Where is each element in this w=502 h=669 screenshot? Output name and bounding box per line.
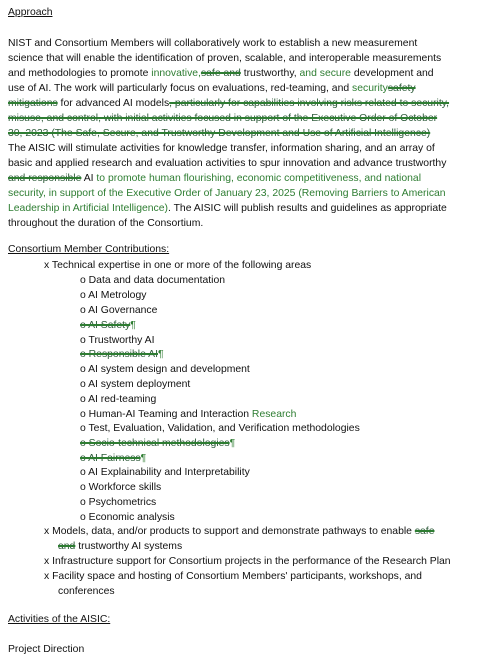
- approach-line-7: 30, 2023 (The Safe, Secure, and Trustworthy Development and Use of Artificial Intelligence): [8, 128, 431, 139]
- bullet-infrastructure: x Infrastructure support for Consortium projects in the performance of the Research Plan: [44, 556, 451, 567]
- approach-line-6: misuse, and control, with initial activities focused in support of the Executive Order of October: [8, 113, 438, 124]
- bullet-models-data-cont: and trustworthy AI systems: [58, 541, 183, 552]
- heading-project-direction: Project Direction: [8, 644, 85, 655]
- insertion: and secure: [299, 68, 351, 79]
- bullet-facility-cont: conferences: [58, 586, 115, 597]
- pilcrow-mark: ¶: [229, 438, 236, 449]
- approach-line-10: and responsible AI to promote human flourishing, economic competitiveness, and national: [8, 173, 422, 184]
- approach-line-5: mitigations for advanced AI models, particularly for capabilities involving risks related to security,: [8, 98, 450, 109]
- insertion: Leadership in Artificial Intelligence): [8, 203, 168, 214]
- list-item: o AI Metrology: [80, 290, 147, 301]
- deletion: , particularly for capabilities involving risks related to security,: [169, 98, 450, 109]
- list-item: o AI Governance: [80, 305, 158, 316]
- approach-line-13: throughout the duration of the Consortium.: [8, 218, 204, 229]
- list-item: o AI system design and development: [80, 364, 250, 375]
- bullet-facility: x Facility space and hosting of Consortium Members' participants, workshops, and: [44, 571, 422, 582]
- bullet-technical-expertise: x Technical expertise in one or more of the following areas: [44, 260, 312, 271]
- insertion: security: [352, 83, 388, 94]
- deletion: safety: [387, 83, 416, 94]
- bullet-models-data: x Models, data, and/or products to support and demonstrate pathways to enable safe: [44, 526, 435, 537]
- list-item: [80, 452, 146, 465]
- insertion: Research: [249, 409, 297, 420]
- approach-line-12: Leadership in Artificial Intelligence). The AISIC will publish results and guidelines as appropriate: [8, 203, 447, 214]
- approach-line-11: security, in support of the Executive Order of January 23, 2025 (Removing Barriers to American: [8, 188, 446, 199]
- list-item: o Data and data documentation: [80, 275, 225, 286]
- deletion: safe: [414, 526, 435, 537]
- insertion: innovative,: [151, 68, 201, 79]
- pilcrow-mark: ¶: [157, 349, 164, 360]
- deletion: safe and: [200, 68, 241, 79]
- list-item: o Economic analysis: [80, 512, 175, 523]
- approach-line-8: The AISIC will stimulate activities for knowledge transfer, information sharing, and an array of: [8, 143, 435, 154]
- deletion: and responsible: [8, 173, 82, 184]
- list-item: o AI Explainability and Interpretability: [80, 467, 250, 478]
- list-item: o AI system deployment: [80, 379, 191, 390]
- deletion: o AI Fairness: [80, 453, 141, 464]
- list-item: [80, 348, 164, 361]
- list-item: o Test, Evaluation, Validation, and Verification methodologies: [80, 423, 360, 434]
- list-item: [80, 319, 136, 332]
- approach-line-1: NIST and Consortium Members will collaboratively work to establish a new measurement: [8, 38, 418, 49]
- approach-line-2: science that will enable the identification of proven, scalable, and interoperable measurements: [8, 53, 442, 64]
- deletion: o Socio-technical methodologies: [80, 438, 230, 449]
- list-item: o Workforce skills: [80, 482, 162, 493]
- pilcrow-mark: ¶: [130, 320, 136, 331]
- list-item: o AI red-teaming: [80, 394, 157, 405]
- deletion: and: [58, 541, 76, 552]
- approach-line-4: use of AI. The work will particularly focus on evaluations, red-teaming, and securitysafety: [8, 83, 416, 94]
- list-item: o Psychometrics: [80, 497, 157, 508]
- list-item: o Human-AI Teaming and Interaction Research: [80, 409, 297, 420]
- list-item: [80, 437, 235, 450]
- approach-line-9: basic and applied research and evaluation activities to spur innovation and advance trustworthy: [8, 158, 447, 169]
- heading-activities: Activities of the AISIC:: [8, 614, 111, 625]
- insertion: to promote human flourishing, economic competitiveness, and national: [93, 173, 422, 184]
- deletion: o AI Safety: [80, 320, 131, 331]
- approach-line-3: and methodologies to promote innovative,safe and trustworthy, and secure development and: [8, 68, 434, 79]
- list-item: o Trustworthy AI: [80, 335, 155, 346]
- heading-contributions: Consortium Member Contributions:: [8, 244, 170, 255]
- pilcrow-mark: ¶: [140, 453, 147, 464]
- heading-approach: Approach: [8, 7, 53, 18]
- deletion: mitigations: [8, 98, 58, 109]
- deletion: o Responsible AI: [80, 349, 158, 360]
